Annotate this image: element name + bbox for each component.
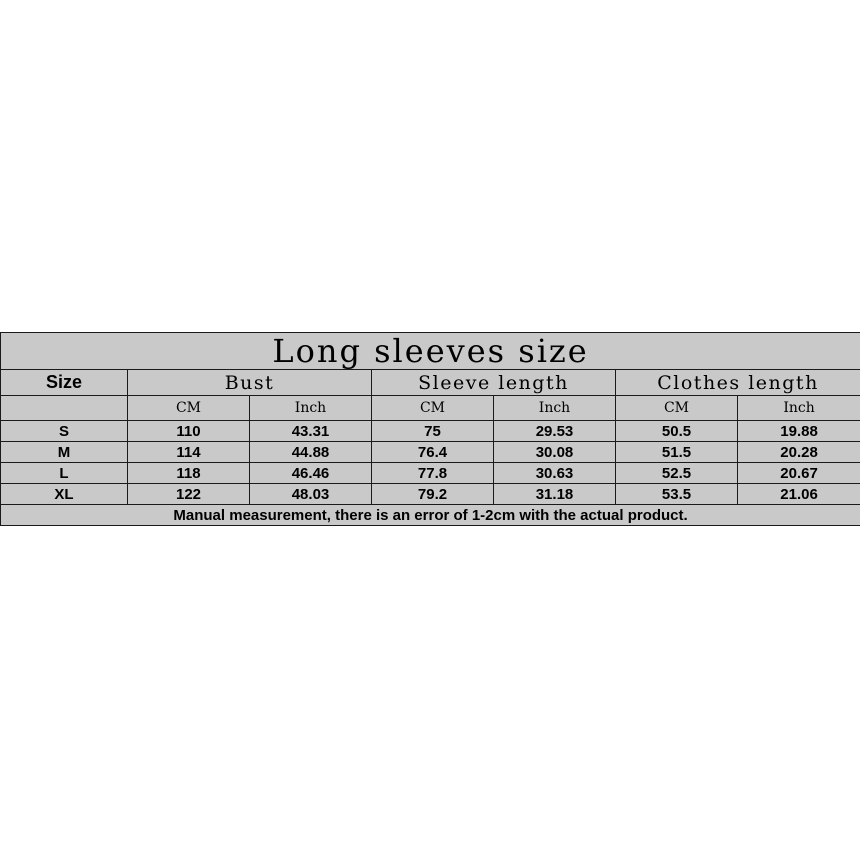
clothes-inch-cell: 20.67: [738, 463, 860, 484]
unit-header-row: [1, 396, 860, 421]
table-row: [1, 442, 860, 463]
sleeve-inch-cell: 30.08: [494, 442, 616, 463]
clothes-cm-cell: 51.5: [616, 442, 738, 463]
unit-header-inch: Inch: [250, 396, 372, 421]
unit-header-empty: [1, 396, 128, 421]
sleeve-cm-cell: 75: [372, 421, 494, 442]
size-cell: XL: [1, 484, 128, 505]
sleeve-inch-cell: 29.53: [494, 421, 616, 442]
bust-inch-cell: 46.46: [250, 463, 372, 484]
bust-cm-cell: 114: [128, 442, 250, 463]
table-title: Long sleeves size: [1, 333, 860, 370]
unit-header-cm: CM: [616, 396, 738, 421]
table-row: [1, 484, 860, 505]
unit-header-cm: CM: [128, 396, 250, 421]
clothes-inch-cell: 21.06: [738, 484, 860, 505]
bust-cm-cell: 110: [128, 421, 250, 442]
table-row: [1, 463, 860, 484]
unit-header-cm: CM: [372, 396, 494, 421]
bust-inch-cell: 43.31: [250, 421, 372, 442]
size-cell: S: [1, 421, 128, 442]
sleeve-inch-cell: 31.18: [494, 484, 616, 505]
size-chart-table: [0, 332, 860, 526]
sleeve-cm-cell: 77.8: [372, 463, 494, 484]
table-row: [1, 421, 860, 442]
bust-cm-cell: 118: [128, 463, 250, 484]
bust-cm-cell: 122: [128, 484, 250, 505]
title-row: [1, 333, 860, 370]
sleeve-cm-cell: 76.4: [372, 442, 494, 463]
bust-inch-cell: 48.03: [250, 484, 372, 505]
sleeve-cm-cell: 79.2: [372, 484, 494, 505]
unit-header-inch: Inch: [494, 396, 616, 421]
size-column-header: Size: [1, 370, 128, 396]
group-header-bust: Bust: [128, 370, 372, 396]
clothes-cm-cell: 50.5: [616, 421, 738, 442]
size-cell: L: [1, 463, 128, 484]
bust-inch-cell: 44.88: [250, 442, 372, 463]
clothes-inch-cell: 20.28: [738, 442, 860, 463]
group-header-sleeve-length: Sleeve length: [372, 370, 616, 396]
group-header-clothes-length: Clothes length: [616, 370, 860, 396]
unit-header-inch: Inch: [738, 396, 860, 421]
size-cell: M: [1, 442, 128, 463]
clothes-cm-cell: 52.5: [616, 463, 738, 484]
clothes-cm-cell: 53.5: [616, 484, 738, 505]
group-header-row: [1, 370, 860, 396]
note-row: [1, 505, 860, 526]
clothes-inch-cell: 19.88: [738, 421, 860, 442]
sleeve-inch-cell: 30.63: [494, 463, 616, 484]
measurement-note: Manual measurement, there is an error of 1-2cm with the actual product.: [1, 505, 860, 526]
